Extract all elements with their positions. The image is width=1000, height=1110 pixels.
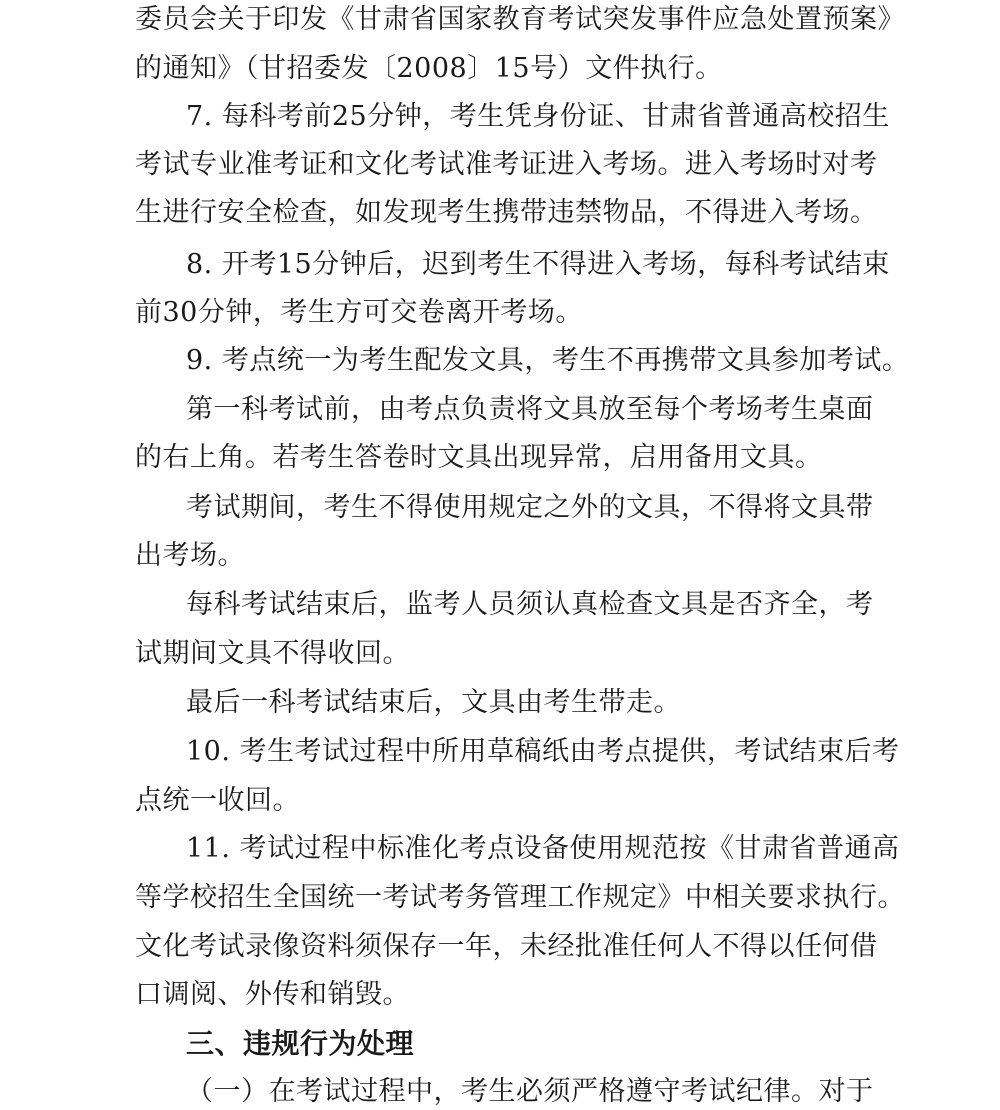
text-line: 8. 开考15分钟后，迟到考生不得进入考场，每科考试结束: [186, 249, 890, 280]
text-line: 生进行安全检查，如发现考生携带违禁物品，不得进入考场。: [135, 197, 878, 228]
text-line: 11. 考试过程中标准化考点设备使用规范按《甘肃省普通高: [186, 833, 900, 864]
text-line: 委员会关于印发《甘肃省国家教育考试突发事件应急处置预案》: [135, 4, 905, 35]
text-line: 等学校招生全国统一考试考务管理工作规定》中相关要求执行。: [135, 882, 905, 913]
text-line: 9. 考点统一为考生配发文具，考生不再携带文具参加考试。: [186, 345, 910, 376]
text-line: 10. 考生考试过程中所用草稿纸由考点提供，考试结束后考: [186, 736, 900, 767]
text-line: 点统一收回。: [135, 785, 300, 816]
text-line: （一）在考试过程中，考生必须严格遵守考试纪律。对于: [186, 1076, 874, 1107]
text-line: 的右上角。若考生答卷时文具出现异常，启用备用文具。: [135, 442, 823, 473]
text-line: 每科考试结束后，监考人员须认真检查文具是否齐全，考: [186, 589, 874, 620]
text-line: 出考场。: [135, 540, 245, 571]
text-line: 口调阅、外传和销毁。: [135, 979, 410, 1010]
text-line: 考试专业准考证和文化考试准考证进入考场。进入考场时对考: [135, 149, 878, 180]
text-line: 前30分钟，考生方可交卷离开考场。: [135, 297, 583, 328]
text-line: 的通知》（甘招委发〔2008〕15号）文件执行。: [135, 53, 723, 84]
text-line: 考试期间，考生不得使用规定之外的文具，不得将文具带: [186, 492, 874, 523]
text-line: 最后一科考试结束后，文具由考生带走。: [186, 687, 681, 718]
text-line: 第一科考试前，由考点负责将文具放至每个考场考生桌面: [186, 394, 874, 425]
text-line: 文化考试录像资料须保存一年，未经批准任何人不得以任何借: [135, 931, 878, 962]
section-heading: 三、违规行为处理: [186, 1027, 415, 1060]
text-line: 7. 每科考前25分钟，考生凭身份证、甘肃省普通高校招生: [186, 101, 890, 132]
text-line: 试期间文具不得收回。: [135, 638, 410, 669]
